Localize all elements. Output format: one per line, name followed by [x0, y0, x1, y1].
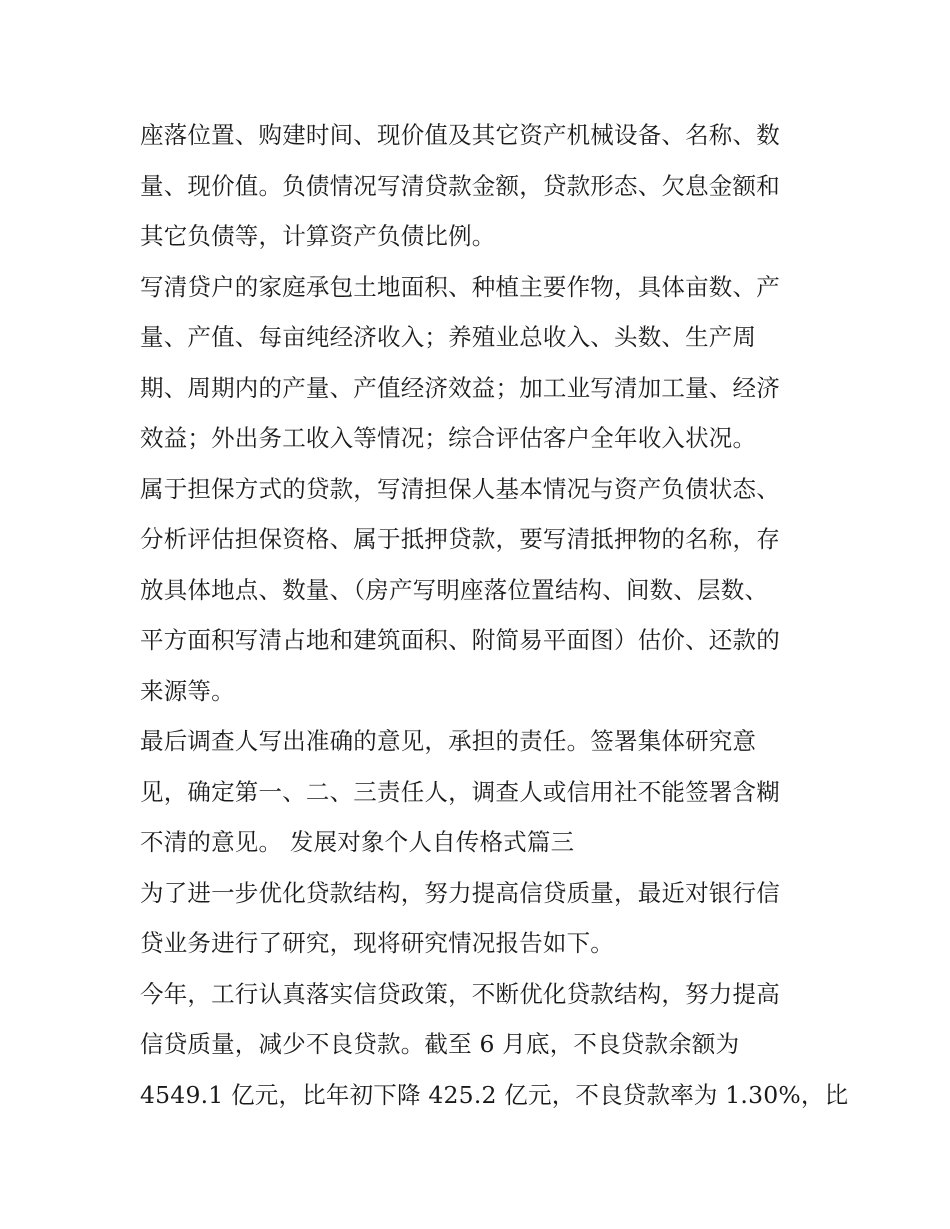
text-line: 4549.1 亿元，比年初下降 425.2 亿元，不良贷款率为 1.30%，比 [140, 1080, 849, 1109]
text-line: 放具体地点、数量、（房产写明座落位置结构、间数、层数、 [140, 575, 769, 604]
text-line: 效益；外出务工收入等情况；综合评估客户全年收入状况。 [140, 424, 757, 452]
text-line: 属于担保方式的贷款，写清担保人基本情况与资产负债状态、 [140, 474, 780, 503]
text-line: 最后调查人写出准确的意见，承担的责任。签署集体研究意 [140, 727, 757, 755]
text-line: 写清贷户的家庭承包土地面积、种植主要作物，具体亩数、产 [140, 272, 780, 301]
text-line: 来源等。 [140, 676, 235, 705]
text-line: 量、现价值。负债情况写清贷款金额，贷款形态、欠息金额和 [140, 171, 780, 200]
document-body [140, 110, 849, 1120]
text-line: 贷业务进行了研究，现将研究情况报告如下。 [140, 929, 614, 957]
text-line: 为了进一步优化贷款结构，努力提高信贷质量，最近对银行信 [140, 878, 780, 907]
text-line: 今年，工行认真落实信贷政策，不断优化贷款结构，努力提高 [140, 979, 780, 1008]
text-line: 其它负债等，计算资产负债比例。 [140, 222, 496, 250]
text-line: 分析评估担保资格、属于抵押贷款，要写清抵押物的名称，存 [140, 525, 780, 553]
text-line: 不清的意见。 发展对象个人自传格式篇三 [140, 828, 575, 856]
text-line: 信贷质量，减少不良贷款。截至 6 月底，不良贷款余额为 [140, 1030, 740, 1058]
text-line: 量、产值、每亩纯经济收入；养殖业总收入、头数、生产周 [140, 323, 757, 351]
text-line: 座落位置、购建时间、现价值及其它资产机械设备、名称、数 [140, 121, 780, 149]
text-line: 见，确定第一、二、三责任人，调查人或信用社不能签署含糊 [140, 777, 780, 806]
text-line: 期、周期内的产量、产值经济效益；加工业写清加工量、经济 [140, 373, 780, 402]
text-line: 平方面积写清占地和建筑面积、附简易平面图）估价、还款的 [140, 626, 780, 654]
